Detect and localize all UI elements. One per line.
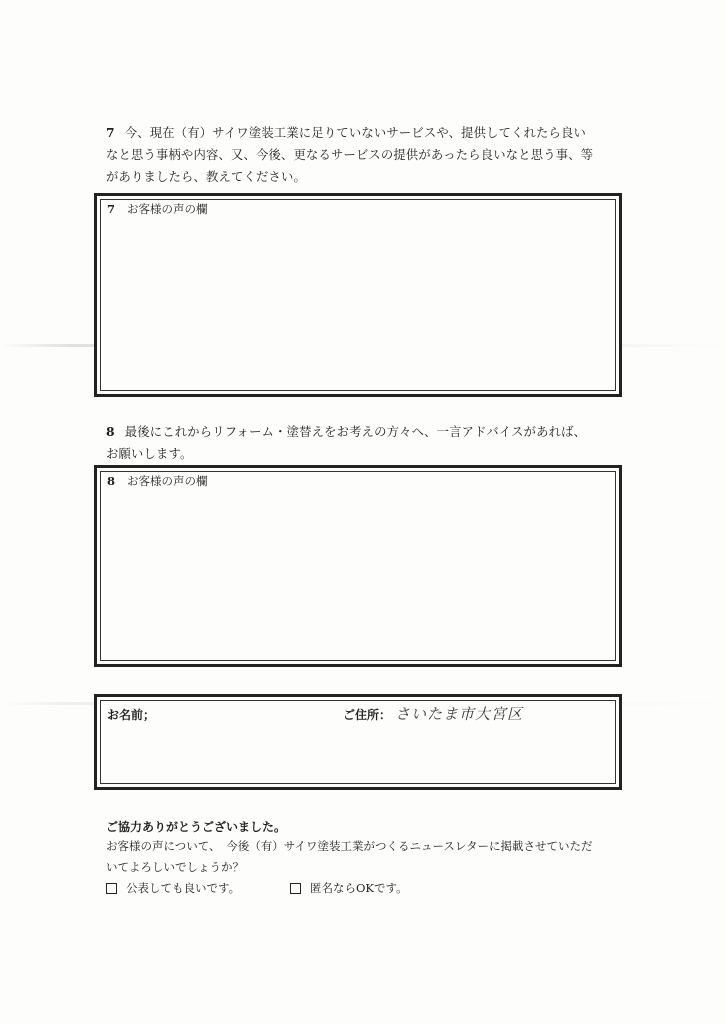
- option-anonymous[interactable]: [290, 880, 408, 896]
- question-8: [106, 421, 626, 465]
- option-public-label: 公表しても良いです。: [126, 881, 241, 895]
- question-7-number: 7: [106, 125, 115, 140]
- consent-question: [106, 836, 626, 878]
- consent-line-1: お客様の声について、 今後（有）サイワ塗装工業がつくるニュースレターに掲載させていただ: [106, 839, 593, 853]
- question-7-line-1: 7 今、現在（有）サイワ塗装工業に足りていないサービスや、提供してくれたら良い: [106, 125, 587, 140]
- answer-box-8[interactable]: [94, 465, 622, 667]
- customer-info-box: [94, 694, 622, 790]
- address-label: ご住所：: [343, 708, 392, 722]
- question-7-line-3: がありましたら、教えてください。: [106, 170, 306, 184]
- option-anonymous-label: 匿名ならOKです。: [310, 881, 408, 895]
- answer-box-8-label: 8 お客様の声の欄: [107, 474, 208, 488]
- option-public-checkbox[interactable]: [106, 883, 117, 894]
- consent-line-2: いてよろしいでしょうか？: [106, 860, 244, 874]
- question-8-line-2: お願いします。: [106, 447, 193, 461]
- answer-box-7[interactable]: [94, 193, 622, 397]
- question-7-line-2: なと思う事柄や内容、又、今後、更なるサービスの提供があったら良いなと思う事、等: [106, 148, 594, 162]
- question-8-line-1: 8 最後にこれからリフォーム・塗替えをお考えの方々へ、一言アドバイスがあれば、: [106, 424, 587, 439]
- thanks-message: ご協力ありがとうございました。: [106, 820, 287, 834]
- question-7: [106, 122, 626, 188]
- address-value-handwritten: さいたま市大宮区: [395, 705, 524, 723]
- option-public[interactable]: [106, 880, 240, 896]
- answer-box-7-label: 7 お客様の声の欄: [107, 202, 208, 216]
- option-anonymous-checkbox[interactable]: [290, 883, 301, 894]
- name-label: お名前；: [107, 708, 156, 722]
- question-8-number: 8: [106, 424, 115, 439]
